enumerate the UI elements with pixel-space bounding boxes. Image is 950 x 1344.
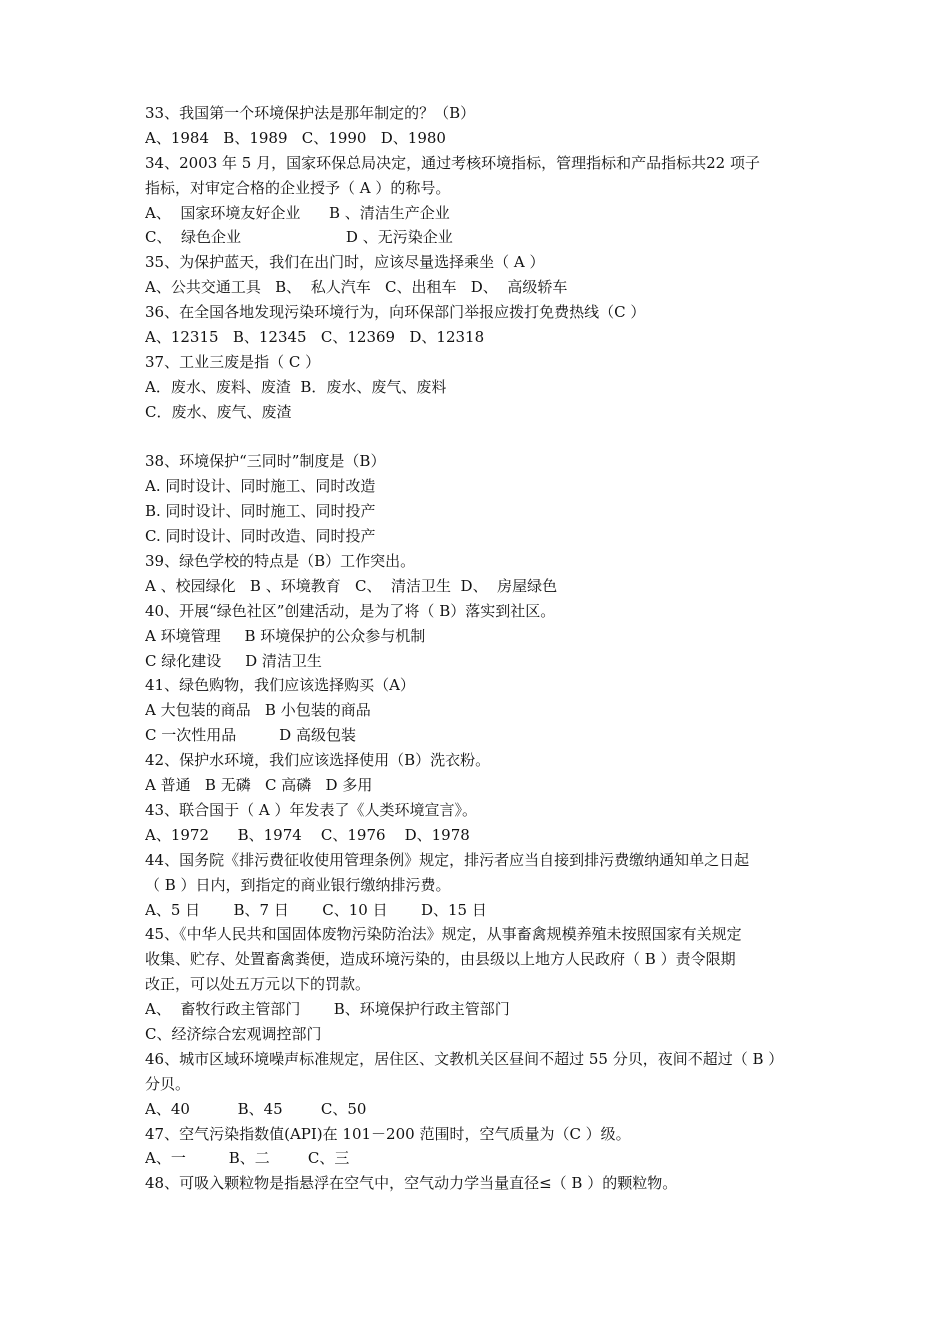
- question-46-cont: 分贝。: [145, 1074, 191, 1093]
- options-46: A、40 B、45 C、50: [145, 1099, 367, 1118]
- question-38: 38、环境保护“三同时”制度是（B）: [145, 452, 386, 471]
- options-35: A、公共交通工具 B、 私人汽车 C、出租车 D、 高级轿车: [145, 278, 568, 297]
- options-42: A 普通 B 无磷 C 高磷 D 多用: [145, 776, 373, 795]
- options-41-cd: C 一次性用品 D 高级包装: [145, 726, 356, 745]
- question-45-cont: 收集、贮存、处置畜禽粪便，造成环境污染的，由县级以上地方人民政府（ B ）责令限期: [145, 950, 736, 969]
- options-34-ab: A、 国家环境友好企业 B 、清洁生产企业: [145, 203, 450, 222]
- options-34-cd: C、 绿色企业 D 、无污染企业: [145, 228, 453, 247]
- question-44-cont: （ B ）日内，到指定的商业银行缴纳排污费。: [145, 875, 451, 894]
- question-43: 43、联合国于（ A ）年发表了《人类环境宣言》。: [145, 800, 477, 819]
- question-37: 37、工业三废是指（ C ）: [145, 352, 321, 371]
- options-44: A、5 日 B、7 日 C、10 日 D、15 日: [145, 900, 487, 919]
- question-41: 41、绿色购物，我们应该选择购买（A）: [145, 676, 415, 695]
- question-40: 40、开展“绿色社区”创建活动，是为了将（ B）落实到社区。: [145, 601, 556, 620]
- options-36: A、12315 B、12345 C、12369 D、12318: [145, 328, 485, 347]
- question-42: 42、保护水环境，我们应该选择使用（B）洗衣粉。: [145, 751, 491, 770]
- question-33: 33、我国第一个环境保护法是那年制定的？（B）: [145, 104, 476, 122]
- question-34: 34、2003 年 5 月，国家环保总局决定，通过考核环境指标，管理指标和产品指标共22 项子: [145, 153, 760, 172]
- question-47: 47、空气污染指数值(API)在 101－200 范围时，空气质量为（C ）级。: [145, 1124, 631, 1143]
- options-37-ab: A．废水、废料、废渣 B．废水、废气、废料: [145, 377, 447, 396]
- quiz-text-block: [145, 101, 825, 1196]
- options-38-a: A. 同时设计、同时施工、同时改造: [145, 477, 376, 496]
- question-39: 39、绿色学校的特点是（B）工作突出。: [145, 552, 416, 571]
- options-40-cd: C 绿化建设 D 清洁卫生: [145, 651, 322, 670]
- blank-line: [145, 425, 825, 450]
- question-45: 45、《中华人民共和国固体废物污染防治法》规定，从事畜禽规模养殖未按照国家有关规定: [145, 925, 742, 944]
- options-37-c: C．废水、废气、废渣: [145, 402, 292, 421]
- options-43: A、1972 B、1974 C、1976 D、1978: [145, 825, 470, 844]
- options-41-ab: A 大包装的商品 B 小包装的商品: [145, 701, 371, 720]
- options-38-b: B. 同时设计、同时施工、同时投产: [145, 502, 376, 521]
- question-46: 46、城市区域环境噪声标准规定，居住区、文教机关区昼间不超过 55 分贝，夜间不超过（ B ）: [145, 1049, 784, 1068]
- options-45-ab: A、 畜牧行政主管部门 B、环境保护行政主管部门: [145, 1000, 510, 1019]
- options-33: A、1984 B、1989 C、1990 D、1980: [145, 128, 446, 147]
- options-45-c: C、经济综合宏观调控部门: [145, 1024, 322, 1043]
- options-39: A 、校园绿化 B 、环境教育 C、 清洁卫生 D、 房屋绿色: [145, 576, 558, 595]
- question-48: 48、可吸入颗粒物是指悬浮在空气中，空气动力学当量直径≤（ B ）的颗粒物。: [145, 1174, 678, 1193]
- options-40-ab: A 环境管理 B 环境保护的公众参与机制: [145, 626, 426, 645]
- question-44: 44、国务院《排污费征收使用管理条例》规定，排污者应当自接到排污费缴纳通知单之日起: [145, 850, 750, 869]
- question-35: 35、为保护蓝天，我们在出门时，应该尽量选择乘坐（ A ）: [145, 253, 545, 272]
- question-36: 36、在全国各地发现污染环境行为，向环保部门举报应拨打免费热线（C ）: [145, 303, 646, 322]
- options-47: A、一 B、二 C、三: [145, 1149, 350, 1168]
- options-38-c: C. 同时设计、同时改造、同时投产: [145, 527, 376, 546]
- question-45-cont-2: 改正，可以处五万元以下的罚款。: [145, 975, 371, 994]
- question-34-cont: 指标，对审定合格的企业授予（ A ）的称号。: [145, 178, 451, 197]
